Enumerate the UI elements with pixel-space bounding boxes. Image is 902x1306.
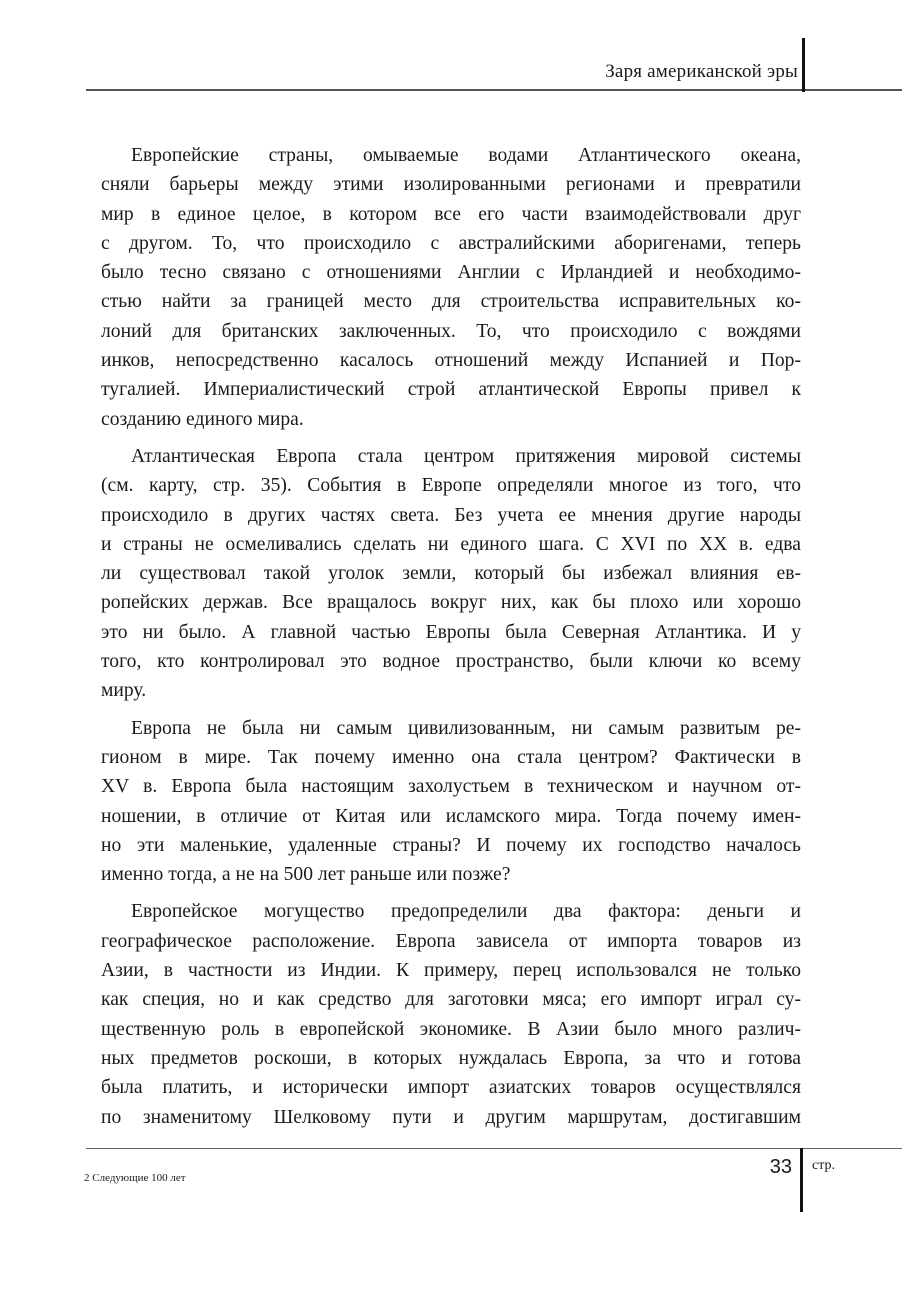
page-number: 33 [769, 1156, 792, 1178]
text-line: (см. карту, стр. 35). События в Европе определяли многое из того, что [101, 475, 801, 497]
header-vertical-bar [802, 38, 805, 92]
text-line: тугалией. Империалистический строй атлантической Европы привел к [101, 379, 801, 401]
paragraph [101, 897, 801, 1131]
page-suffix: стр. [812, 1158, 836, 1173]
header-rule [86, 89, 902, 91]
running-title: Заря американской эры [605, 61, 798, 82]
paragraph [101, 714, 801, 890]
body-text [101, 141, 801, 1140]
paragraph [101, 442, 801, 706]
footer-vertical-bar [800, 1148, 803, 1212]
text-line: ропейских держав. Все вращалось вокруг них, как бы плохо или хорошо [101, 592, 801, 614]
text-line: Атлантическая Европа стала центром притяжения мировой системы [131, 445, 801, 467]
text-line: Европейское могущество предопределили два фактора: деньги и [131, 901, 801, 923]
text-line: как специя, но и как средство для заготовки мяса; его импорт играл су- [101, 989, 801, 1011]
text-line: гионом в мире. Так почему именно она стала центром? Фактически в [101, 746, 801, 768]
footer-rule [86, 1148, 902, 1149]
text-line: это ни было. А главной частью Европы была Северная Атлантика. И у [101, 621, 801, 643]
text-line: и страны не осмеливались сделать ни единого шага. С XVI по XX в. едва [101, 533, 801, 555]
text-line: ных предметов роскоши, в которых нуждалась Европа, за что и готова [101, 1047, 801, 1069]
text-line: именно тогда, а не на 500 лет раньше или позже? [101, 864, 511, 886]
text-line: но эти маленькие, удаленные страны? И почему их господство началось [101, 834, 801, 856]
text-line: мир в единое целое, в котором все его части взаимодействовали друг [101, 203, 801, 225]
text-line: сняли барьеры между этими изолированными регионами и превратили [101, 174, 801, 196]
text-line: было тесно связано с отношениями Англии с Ирландией и необходимо- [101, 262, 801, 284]
text-line: миру. [101, 680, 147, 702]
text-line: была платить, и исторически импорт азиатских товаров осуществлялся [101, 1077, 801, 1099]
text-line: географическое расположение. Европа зависела от импорта товаров из [101, 930, 801, 952]
text-line: стью найти за границей место для строительства исправительных ко- [101, 291, 801, 313]
text-line: Европа не была ни самым цивилизованным, ни самым развитым ре- [131, 717, 801, 739]
text-line: того, кто контролировал это водное пространство, были ключи ко всему [101, 651, 801, 673]
text-line: по знаменитому Шелковому пути и другим маршрутам, достигавшим [101, 1106, 801, 1128]
text-line: Европейские страны, омываемые водами Атлантического океана, [131, 145, 801, 166]
text-line: с другом. То, что происходило с австралийскими аборигенами, теперь [101, 232, 801, 254]
book-label: 2 Следующие 100 лет [84, 1172, 186, 1184]
text-line: лоний для британских заключенных. То, что происходило с вождями [101, 320, 801, 342]
text-line: созданию единого мира. [101, 408, 304, 430]
text-line: щественную роль в европейской экономике. В Азии было много различ- [101, 1018, 801, 1040]
text-line: ли существовал такой уголок земли, который бы избежал влияния ев- [101, 563, 801, 585]
text-line: происходило в других частях света. Без учета ее мнения другие народы [101, 504, 801, 526]
paragraph [101, 141, 801, 434]
text-line: Азии, в частности из Индии. К примеру, перец использовался не только [101, 960, 801, 982]
text-line: инков, непосредственно касалось отношений между Испанией и Пор- [101, 350, 801, 372]
text-line: XV в. Европа была настоящим захолустьем в техническом и научном от- [101, 776, 801, 798]
text-line: ношении, в отличие от Китая или исламского мира. Тогда почему имен- [101, 805, 801, 827]
